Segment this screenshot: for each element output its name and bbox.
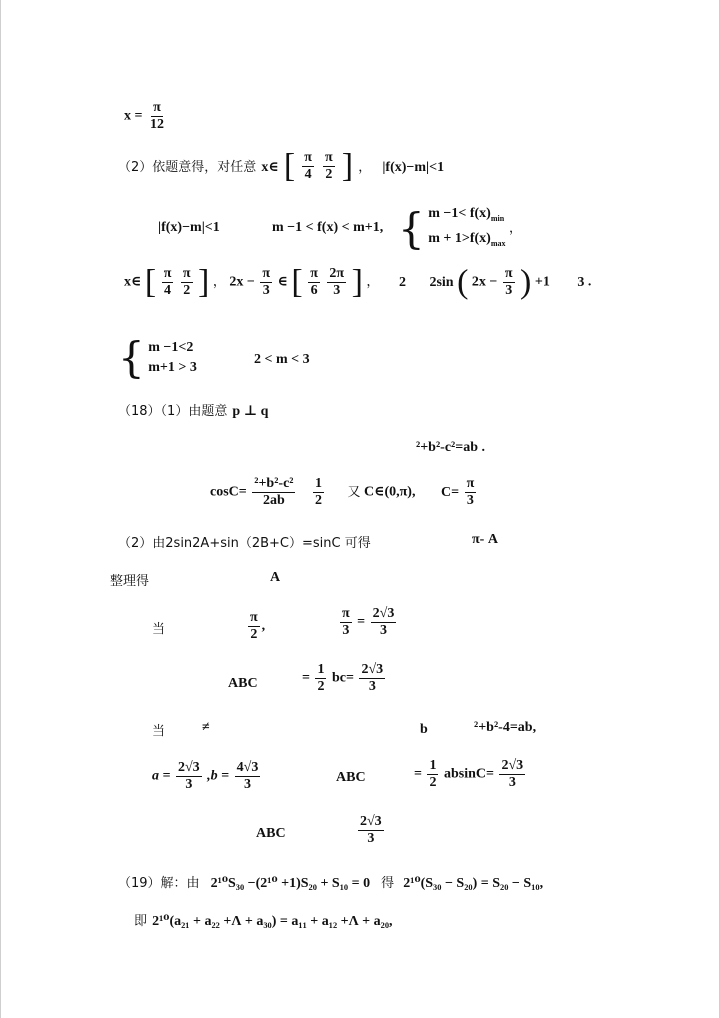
denominator: 2: [314, 493, 322, 508]
range-expression: [272, 220, 383, 236]
sin-prefix: 2sin: [429, 274, 454, 290]
fraction: [252, 476, 295, 509]
sys-bot-text: m + 1>f(x): [428, 230, 491, 246]
bracket-open: [: [144, 263, 157, 301]
system-bottom: [428, 229, 505, 254]
pi-minus-a: π- A: [472, 532, 498, 547]
perpendicular-vectors: p ⊥ q: [232, 404, 269, 419]
c-equals: C=: [440, 484, 460, 500]
case2-when: 当: [152, 724, 166, 739]
cosC-label: cosC=: [210, 484, 247, 500]
q19-equation-2: 2¹⁰(S₃₀ − S₂₀) = S₂₀ − S₁₀,: [403, 876, 544, 891]
numerator: π: [342, 606, 350, 621]
denominator: 3: [262, 283, 270, 298]
paren-close: ): [520, 263, 532, 301]
denominator: 2ab: [262, 493, 285, 508]
case1-value: [338, 606, 398, 639]
b-equals: ,b =: [207, 768, 230, 784]
min-subscript: min: [490, 213, 505, 223]
numerator: 2√3: [360, 814, 382, 829]
upper-bound: 3: [577, 274, 585, 290]
q19-equation-1: 2¹⁰S₃₀ −(2¹⁰ +1)S₂₀ + S₁₀ = 0: [210, 876, 371, 891]
range-line: [124, 263, 592, 301]
denominator: 3: [466, 493, 474, 508]
q19-equation-3: 2¹⁰(a₂₁ + a₂₂ +Λ + a₃₀) = a₁₁ + a₁₂ +Λ + a₂₀,: [152, 914, 393, 929]
numerator: 1: [429, 758, 437, 773]
ji-text: 即: [134, 914, 148, 929]
equals: =: [357, 614, 366, 630]
numerator: 4√3: [236, 760, 259, 775]
denominator: 3: [185, 777, 193, 792]
area-formula-1: [302, 662, 387, 695]
denominator: 3: [333, 283, 341, 298]
absinC: absinC=: [443, 766, 494, 782]
fraction: [427, 758, 438, 791]
numerator: ²+b²-c²: [254, 476, 294, 491]
fraction: [162, 266, 174, 299]
fraction: [499, 758, 525, 791]
fraction: [308, 266, 320, 299]
fraction: [340, 606, 352, 639]
comma: ,: [261, 618, 266, 634]
fraction: [176, 760, 202, 793]
page-edge-left: [0, 0, 1, 1018]
not-equal: ≠: [202, 720, 210, 735]
numerator: π: [304, 150, 312, 165]
numerator: 2√3: [361, 662, 384, 677]
denominator: 3: [368, 679, 376, 694]
fraction: [327, 266, 346, 299]
tail-comma: ，: [509, 221, 523, 237]
q18-label: （18）（1）由题意: [118, 404, 228, 419]
numerator: 2√3: [372, 606, 395, 621]
numerator: π: [262, 266, 271, 281]
abs-inequality: |f(x)−m|<1: [158, 220, 220, 235]
x-in: x∈: [124, 274, 142, 290]
system-top: m −1<2: [148, 340, 194, 355]
numerator: π: [504, 266, 513, 281]
eq-lhs: x =: [124, 108, 143, 124]
numerator: π: [182, 266, 191, 281]
denominator: 4: [164, 283, 172, 298]
numerator: 2√3: [177, 760, 200, 775]
bracket-close: ]: [351, 263, 363, 301]
q18-part1-line: [118, 400, 268, 420]
denominator: 2: [250, 627, 258, 642]
part2-intro-line: [118, 147, 445, 185]
part2-label: （2）依题意得，对任意: [118, 160, 257, 175]
bracket-close: ]: [198, 263, 210, 301]
fraction: [358, 814, 384, 847]
system-top: [428, 204, 505, 229]
numerator: π: [310, 266, 318, 281]
denominator: 2: [183, 283, 191, 298]
numerator: π: [163, 266, 172, 281]
numerator: 2π: [329, 266, 345, 281]
angle-a: A: [270, 570, 281, 585]
fraction: [371, 606, 397, 639]
cosC-line: [210, 476, 478, 509]
fraction: [248, 610, 260, 643]
interval-lower: [302, 150, 314, 183]
fraction: [260, 266, 272, 299]
system-minmax: [398, 204, 522, 254]
denominator: 2: [317, 679, 325, 694]
a-equals: a =: [152, 768, 171, 784]
system-bottom: m+1 > 3: [148, 360, 197, 375]
q19-line1: [118, 872, 543, 892]
numerator: π: [250, 610, 258, 625]
denominator: 3: [380, 623, 387, 638]
denominator: 3: [342, 623, 350, 638]
equals: =: [414, 766, 422, 782]
numerator: π: [325, 150, 333, 165]
system-lines: [428, 204, 505, 254]
fraction: [465, 476, 477, 509]
denominator: 3: [367, 831, 375, 846]
fraction: [315, 662, 326, 695]
equals: =: [302, 670, 310, 686]
q19-label: （19）解：由: [118, 876, 200, 891]
fraction: [503, 266, 515, 299]
sin-argument: 2x −: [471, 274, 498, 290]
in-symbol: ∈: [277, 274, 288, 290]
x-in: x∈: [261, 160, 279, 175]
q18-part2-label: （2）由2sin2A+sin（2B+C）=sinC 可得: [118, 536, 371, 551]
eq-x-pi-12: [124, 100, 168, 133]
m-range-result: 2 < m < 3: [254, 352, 310, 367]
also-text: 又: [347, 484, 361, 500]
denominator: 6: [310, 283, 318, 298]
triangle-abc: ABC: [256, 826, 286, 841]
side-b: b: [420, 722, 428, 737]
paren-open: (: [457, 263, 469, 301]
expr-2x: 2x −: [229, 274, 255, 290]
triangle-abc: ABC: [228, 676, 258, 691]
arrange-label: 整理得: [110, 574, 150, 589]
denominator: 2: [325, 167, 333, 182]
range-text: m −1 < f(x) < m+1,: [272, 220, 384, 235]
separator: ，: [366, 274, 380, 290]
numerator: 1: [317, 662, 325, 677]
fraction: [181, 266, 193, 299]
interval-upper: [323, 150, 335, 183]
bc-product: bc=: [331, 670, 354, 686]
bracket-open: [: [283, 147, 296, 185]
period: .: [587, 274, 592, 290]
denominator: 12: [149, 117, 164, 132]
numerator: π: [153, 100, 161, 115]
denominator: 3: [244, 777, 251, 792]
system-lines: [148, 338, 197, 378]
cosine-law-relation: ²+b²-c²=ab .: [416, 440, 485, 455]
area-formula-2: [414, 758, 527, 791]
brace: {: [398, 203, 425, 253]
de-text: 得: [381, 876, 395, 891]
abs-inequality-line: [158, 220, 220, 236]
bracket-open: [: [291, 263, 303, 301]
max-subscript: max: [490, 238, 506, 248]
c-domain: C∈(0,π),: [364, 484, 416, 500]
brace: {: [118, 333, 145, 382]
numerator: 2√3: [501, 758, 524, 773]
sys-top-text: m −1< f(x): [428, 206, 491, 221]
fraction: [313, 476, 324, 509]
denominator: 3: [505, 283, 513, 298]
q19-line2: [134, 910, 393, 930]
abs-inequality: |f(x)−m|<1: [382, 160, 445, 175]
plus-one: +1: [534, 274, 550, 290]
numerator: π: [466, 476, 475, 491]
case1-condition: [246, 610, 265, 643]
side-values: [152, 760, 262, 793]
numerator: 1: [314, 476, 322, 491]
separator: ，: [358, 160, 372, 175]
fraction: [235, 760, 261, 793]
lower-bound: 2: [398, 274, 406, 290]
fraction: [359, 662, 385, 695]
bracket-close: ]: [341, 147, 354, 185]
case1-when: 当: [152, 622, 166, 637]
fraction: [148, 100, 166, 133]
case2-relation: ²+b²-4=ab,: [474, 720, 537, 735]
system-m: [118, 333, 197, 382]
final-area: [356, 814, 386, 847]
denominator: 2: [429, 775, 437, 790]
separator: ，: [212, 274, 226, 290]
denominator: 3: [508, 775, 516, 790]
denominator: 4: [304, 167, 312, 182]
triangle-abc: ABC: [336, 770, 366, 785]
